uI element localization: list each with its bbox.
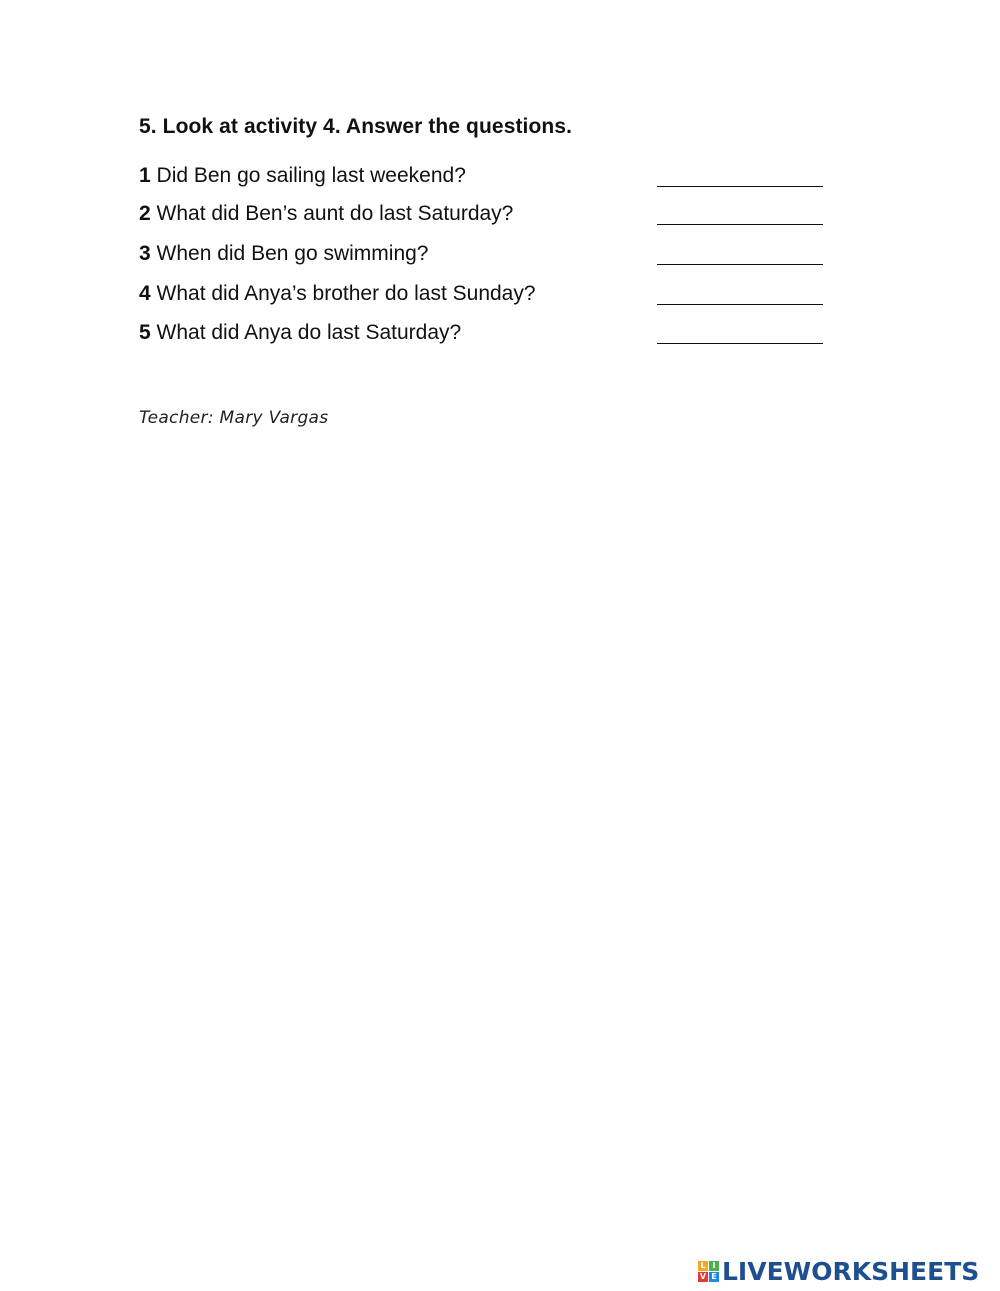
question-text: What did Anya’s brother do last Sunday? (150, 282, 536, 305)
question-number: 4 (139, 282, 151, 305)
question-number: 2 (139, 202, 151, 225)
question-text: Did Ben go sailing last weekend? (150, 164, 466, 187)
exercise-heading: 5. Look at activity 4. Answer the questions. (139, 115, 573, 138)
answer-field-1[interactable] (657, 186, 823, 187)
brand-wordmark: LIVEWORKSHEETS (722, 1256, 980, 1286)
question-4 (139, 282, 839, 312)
question-number: 1 (139, 164, 151, 187)
question-number: 5 (139, 321, 151, 344)
answer-field-3[interactable] (657, 264, 823, 265)
question-3 (139, 242, 839, 272)
logo-tile: I (709, 1261, 719, 1271)
question-text: When did Ben go swimming? (150, 242, 429, 265)
question-1 (139, 164, 839, 194)
question-text: What did Ben’s aunt do last Saturday? (150, 202, 514, 225)
liveworksheets-logo-icon (698, 1261, 719, 1282)
question-5 (139, 321, 839, 351)
question-2 (139, 202, 839, 232)
logo-tile: V (699, 1271, 707, 1281)
question-text: What did Anya do last Saturday? (150, 321, 462, 344)
liveworksheets-brand (698, 1257, 979, 1285)
answer-field-2[interactable] (657, 224, 823, 225)
logo-tile: L (698, 1261, 708, 1271)
question-number: 3 (139, 242, 151, 265)
answer-field-4[interactable] (657, 304, 823, 305)
answer-field-5[interactable] (657, 343, 823, 344)
teacher-credit: Teacher: Mary Vargas (139, 408, 329, 428)
logo-tile: E (709, 1272, 719, 1282)
